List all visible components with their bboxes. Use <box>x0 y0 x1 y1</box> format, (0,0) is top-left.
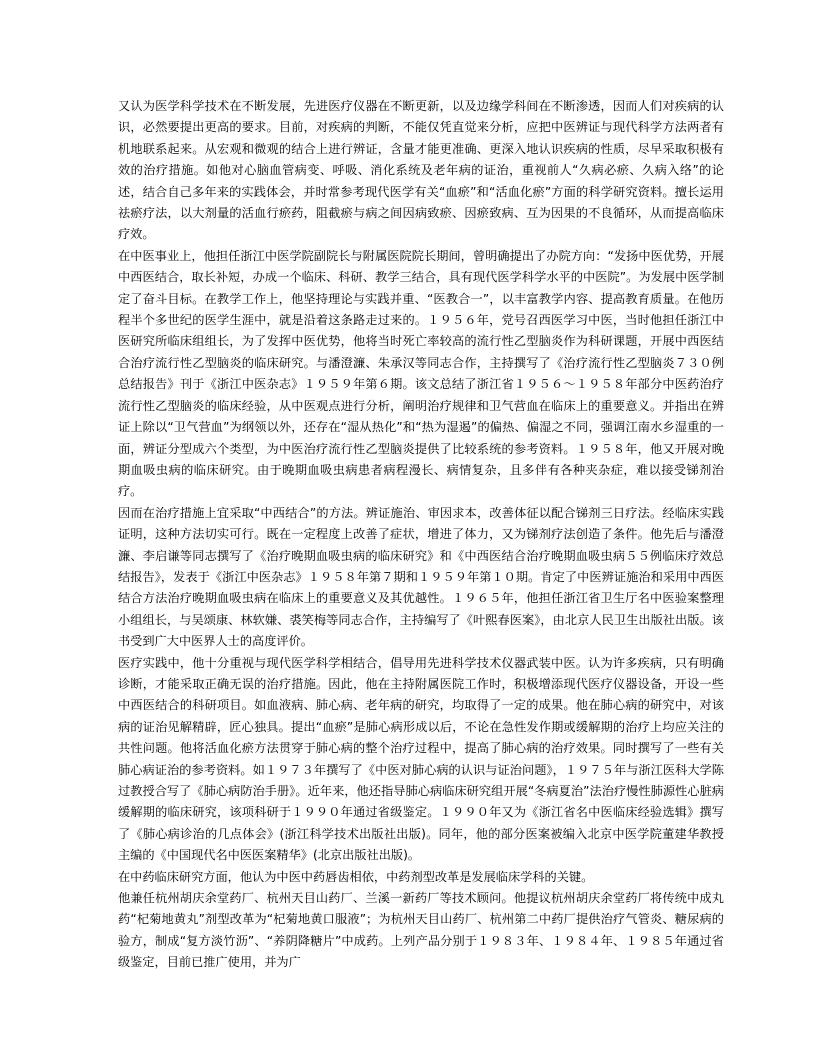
paragraph: 他兼任杭州胡庆余堂药厂、杭州天目山药厂、兰溪一新药厂等技术顾问。他提议杭州胡庆余堂药厂将传统中成丸药“杞菊地黄丸”剂型改革为“杞菊地黄口服液”；为杭州天目山药厂、杭州第二中药厂提供治疗气管炎、糖尿病的验方，制成“复方淡竹沥”、“养阴降糖片”中成药。上列产品分别于１９８３年、１９８４年、１９８５年通过省级鉴定，目前已推广使用，并为广 <box>118 891 724 970</box>
document-body <box>118 96 724 974</box>
paragraph: 医疗实践中，他十分重视与现代医学科学相结合，倡导用先进科学技术仪器武装中医。认为许多疾病，只有明确诊断，才能采取正确无误的治疗措施。因此，他在主持附属医院工作时，积极增添现代医疗仪器设备，开设一些中西医结合的科研项目。如血液病、肺心病、老年病的研究，均取得了一定的成果。他在肺心病的研究中，对该病的证治见解精辟，匠心独具。提出“血瘀”是肺心病形成以后，不论在急性发作期或缓解期的治疗上均应关注的共性问题。他将活血化瘀方法贯穿于肺心病的整个治疗过程中，提高了肺心病的治疗效果。同时撰写了一些有关肺心病证治的参考资料。如１９７３年撰写了《中医对肺心病的认识与证治问题》，１９７５年与浙江医科大学陈过教授合写了《肺心病防治手册》。近年来，他还指导肺心病临床研究组开展“冬病夏治”法治疗慢性肺源性心脏病缓解期的临床研究，该项科研于１９９０年通过省级鉴定。１９９０年又为《浙江省名中医临床经验选辑》撰写了《肺心病诊治的几点体会》(浙江科学技术出版社出版)。同年，他的部分医案被编入北京中医学院董建华教授主编的《中国现代名中医医案精华》(北京出版社出版)。 <box>118 655 724 863</box>
paragraph: 在中医事业上，他担任浙江中医学院副院长与附属医院院长期间，曾明确提出了办院方向：“发扬中医优势，开展中西医结合，取长补短，办成一个临床、科研、教学三结合，具有现代医学科学水平的中医院”。为发展中医学制定了奋斗目标。在教学工作上，他坚持理论与实践并重、“医教合一”，以丰富教学内容、提高教育质量。在他历程半个多世纪的医学生涯中，就是沿着这条路走过来的。１９５６年，党号召西医学习中医，当时他担任浙江中医研究所临床组组长，为了发挥中医优势，他将当时死亡率较高的流行性乙型脑炎作为科研课题，开展中西医结合治疗流行性乙型脑炎的临床研究。与潘澄濂、朱承汉等同志合作，主持撰写了《治疗流行性乙型脑炎７３０例总结报告》刊于《浙江中医杂志》１９５９年第６期。该文总结了浙江省１９５６～１９５８年部分中医药治疗流行性乙型脑炎的临床经验，从中医观点进行分析，阐明治疗规律和卫气营血在临床上的重要意义。并指出在辨证上除以“卫气营血”为纲领以外，还存在“湿从热化”和“热为湿遏”的偏热、偏湿之不同，强调江南水乡湿重的一面，辨证分型成六个类型，为中医治疗流行性乙型脑炎提供了比较系统的参考资料。１９５８年，他又开展对晚期血吸虫病的临床研究。由于晚期血吸虫病患者病程漫长、病情复杂，且多伴有各种夹杂症，难以接受锑剂治疗。 <box>118 248 724 499</box>
paragraph: 又认为医学科学技术在不断发展，先进医疗仪器在不断更新，以及边缘学科间在不断渗透，因而人们对疾病的认识，必然要提出更高的要求。目前，对疾病的判断，不能仅凭直觉来分析，应把中医辨证与现代科学方法两者有机地联系起来。从宏观和微观的结合上进行辨证，含量才能更准确、更深入地认识疾病的性质，尽早采取积极有效的治疗措施。如他对心脑血管病变、呼吸、消化系统及老年病的证治，重视前人“久病必瘀、久病入络”的论述，结合自己多年来的实践体会，并时常参考现代医学有关“血瘀”和“活血化瘀”方面的科学研究资料。擅长运用祛瘀疗法，以大剂量的活血行瘀药，阻截瘀与病之间因病致瘀、因瘀致病、互为因果的不良循环，从而提高临床疗效。 <box>118 99 724 242</box>
paragraph: 因而在治疗措施上宜采取“中西结合”的方法。辨证施治、审因求本，改善体征以配合锑剂三日疗法。经临床实践证明，这种方法切实可行。既在一定程度上改善了症状，增进了体力，又为锑剂疗法创造了条件。他先后与潘澄濂、李启谦等同志撰写了《治疗晚期血吸虫病的临床研究》和《中西医结合治疗晚期血吸虫病５５例临床疗效总结报告》，发表于《浙江中医杂志》１９５８年第７期和１９５９年第１０期。肯定了中医辨证施治和采用中西医结合方法治疗晚期血吸虫病在临床上的重要意义及其优越性。１９６５年，他担任浙江省卫生厅名中医验案整理小组组长，与吴颂康、林软嫌、裘笑梅等同志合作，主持编写了《叶熙春医案》，由北京人民卫生出版社出版。该书受到广大中医界人士的高度评价。 <box>118 505 724 649</box>
paragraph: 在中药临床研究方面，他认为中医中药唇齿相依，中药剂型改革是发展临床学科的关键。 <box>118 869 594 884</box>
